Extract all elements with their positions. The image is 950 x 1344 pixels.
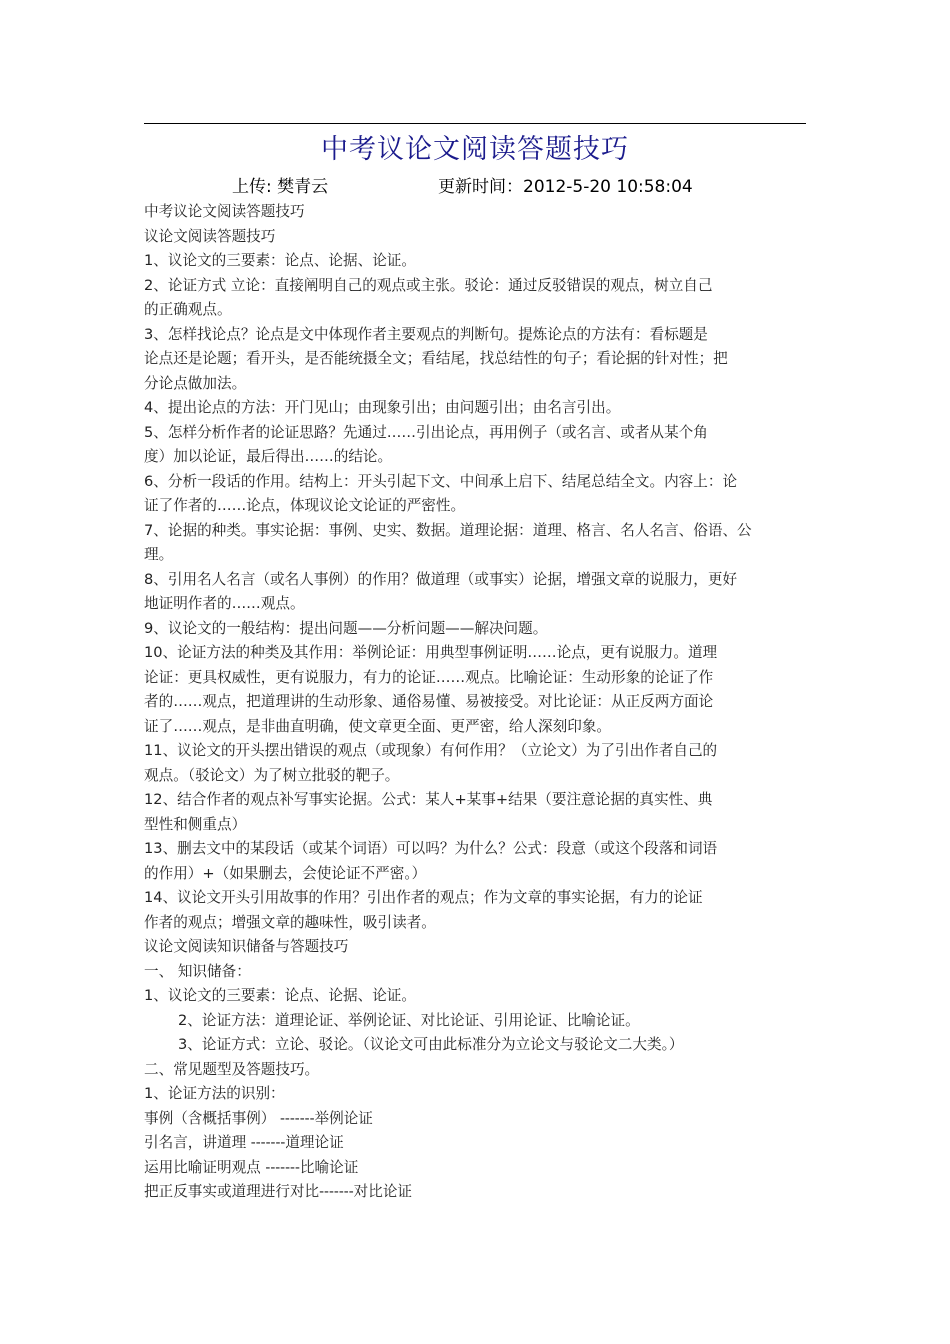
text-line: 9、议论文的一般结构：提出问题——分析问题——解决问题。 (144, 619, 548, 637)
uploader-text: 上传: 樊青云 (232, 177, 329, 197)
text-line: 观点。（驳论文）为了树立批驳的靶子。 (144, 766, 400, 784)
text-line: 7、论据的种类。事实论据：事例、史实、数据。道理论据：道理、格言、名人名言、俗语、公 (144, 521, 752, 539)
text-line: 3、怎样找论点？论点是文中体现作者主要观点的判断句。提炼论点的方法有：看标题是 (144, 325, 708, 343)
text-line: 的正确观点。 (144, 301, 232, 318)
text-line: 14、议论文开头引用故事的作用？引出作者的观点；作为文章的事实论据，有力的论证 (144, 889, 703, 906)
text-line: 5、怎样分析作者的论证思路？先通过……引出论点，再用例子（或名言、或者从某个角 (144, 423, 708, 441)
text-line: 13、删去文中的某段话（或某个词语）可以吗？为什么？公式：段意（或这个段落和词语 (144, 840, 718, 857)
text-line: 议论文阅读答题技巧 (144, 227, 276, 245)
meta-line (232, 173, 693, 201)
text-line: 运用比喻证明观点 -------比喻论证 (144, 1158, 359, 1176)
text-line: 1、议论文的三要素：论点、论据、论证。 (144, 252, 416, 269)
update-time-text: 更新时间：2012-5-20 10:58:04 (438, 177, 693, 197)
header-rule (144, 123, 806, 124)
page-title: 中考议论文阅读答题技巧 (321, 134, 629, 165)
text-line: 理。 (144, 546, 174, 563)
text-line: 分论点做加法。 (144, 374, 247, 392)
text-line: 一、 知识储备： (144, 962, 251, 980)
text-line: 11、议论文的开头摆出错误的观点（或现象）有何作用？（立论文）为了引出作者自己的 (144, 742, 718, 759)
text-line: 1、论证方法的识别： (144, 1085, 285, 1102)
text-line: 议论文阅读知识储备与答题技巧 (144, 938, 349, 955)
text-line: 3、论证方式：立论、驳论。（议论文可由此标准分为立论文与驳论文二大类。） (178, 1036, 684, 1053)
text-line: 2、论证方式 立论：直接阐明自己的观点或主张。驳论：通过反驳错误的观点，树立自己 (144, 276, 713, 294)
text-line: 型性和侧重点） (144, 815, 247, 833)
text-line: 8、引用名人名言（或名人事例）的作用？做道理（或事实）论据，增强文章的说服力，更好 (144, 570, 738, 588)
text-line: 证了……观点，是非曲直明确，使文章更全面、更严密，给人深刻印象。 (144, 717, 612, 735)
text-line: 作者的观点；增强文章的趣味性，吸引读者。 (144, 913, 436, 931)
text-line: 把正反事实或道理进行对比-------对比论证 (144, 1183, 413, 1200)
text-line: 10、论证方法的种类及其作用：举例论证：用典型事例证明……论点，更有说服力。道理 (144, 644, 718, 661)
text-line: 4、提出论点的方法：开门见山；由现象引出；由问题引出；由名言引出。 (144, 399, 621, 416)
text-line: 1、议论文的三要素：论点、论据、论证。 (144, 987, 416, 1004)
text-line: 中考议论文阅读答题技巧 (144, 203, 305, 220)
text-line: 事例（含概括事例） -------举例论证 (144, 1109, 373, 1127)
text-line: 证了作者的……论点，体现议论文论证的严密性。 (144, 497, 466, 514)
text-line: 引名言，讲道理 -------道理论证 (144, 1134, 344, 1151)
text-line: 者的……观点，把道理讲的生动形象、通俗易懂、易被接受。对比论证：从正反两方面论 (144, 693, 714, 710)
text-line: 地证明作者的……观点。 (144, 595, 305, 612)
text-line: 度）加以论证，最后得出……的结论。 (144, 448, 393, 465)
text-line: 2、论证方法：道理论证、举例论证、对比论证、引用论证、比喻论证。 (178, 1011, 640, 1029)
text-line: 的作用）+（如果删去，会使论证不严密。） (144, 864, 427, 882)
text-line: 二、常见题型及答题技巧。 (144, 1060, 320, 1078)
article-body (144, 200, 808, 1205)
text-line: 6、分析一段话的作用。结构上：开头引起下文、中间承上启下、结尾总结全文。内容上：论 (144, 472, 738, 490)
text-line: 论证：更具权威性，更有说服力，有力的论证……观点。比喻论证：生动形象的论证了作 (144, 668, 714, 686)
text-line: 12、结合作者的观点补写事实论据。公式：某人+某事+结果（要注意论据的真实性、典 (144, 791, 713, 808)
text-line: 论点还是论题；看开头，是否能统摄全文；看结尾，找总结性的句子；看论据的针对性；把 (144, 350, 728, 367)
